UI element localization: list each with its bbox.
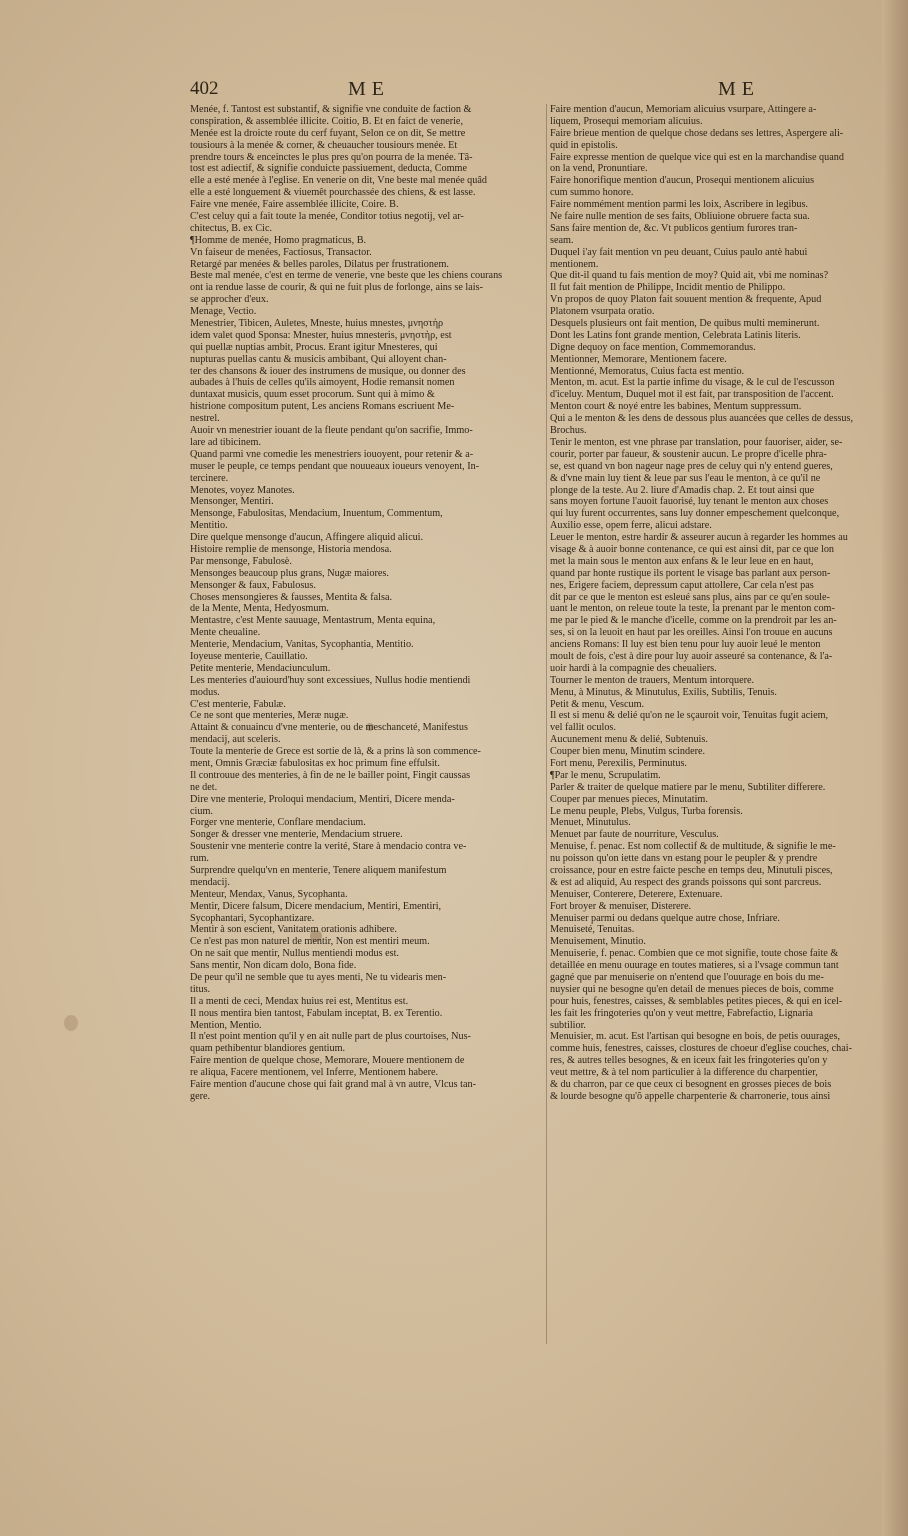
dictionary-line: on la vend, Pronuntiare. — [550, 163, 648, 175]
dictionary-line: de la Mente, Menta, Hedyosmum. — [190, 603, 329, 615]
dictionary-line: ¶Homme de menée, Homo pragmaticus, B. — [190, 234, 367, 246]
dictionary-line: Menage, Vectio. — [190, 306, 257, 318]
dictionary-line: se approcher d'eux. — [190, 294, 269, 306]
dictionary-line: Que dit-il quand tu fais mention de moy? Quid ait, vbi me nominas? — [550, 270, 829, 282]
dictionary-line: nu poisson qu'on iette dans vn estang pour le peupler & y prendre — [550, 853, 818, 865]
dictionary-line: Faire mention de quelque chose, Memorare, Mouere mentionem de — [190, 1055, 465, 1067]
dictionary-line: quand par honte rustique ils portent le visage bas parlant aux person- — [550, 567, 831, 579]
dictionary-line: C'est menterie, Fabulæ. — [190, 698, 286, 710]
dictionary-line: Forger vne menterie, Conflare mendacium. — [190, 817, 366, 829]
dictionary-line: Platonem vsurpata oratio. — [550, 306, 655, 318]
dictionary-line: Ce ne sont que menteries, Meræ nugæ. — [190, 710, 349, 722]
dictionary-line: Mentastre, c'est Mente sauuage, Mentastrum, Menta equina, — [190, 615, 436, 627]
dictionary-line: re aliqua, Facere mentionem, vel Inferre, Mentionem habere. — [190, 1067, 439, 1079]
dictionary-line: ses, si on la leuoit en haut par les oreilles. Ainsi l'on trouue en aucuns — [550, 627, 833, 639]
dictionary-line: Dire vne menterie, Proloqui mendacium, Mentiri, Dicere menda- — [190, 793, 455, 805]
dictionary-line: Faire nommément mention parmi les loix, Ascribere in legibus. — [550, 199, 809, 211]
dictionary-line: lare ad tibicinem. — [190, 436, 261, 448]
dictionary-line: qui luy furent occurrentes, sans luy donner empeschement quelconque, — [550, 508, 840, 520]
dictionary-line: Aucunement menu & delié, Subtenuis. — [550, 734, 708, 746]
dictionary-line: ¶Par le menu, Scrupulatim. — [550, 769, 661, 781]
dictionary-line: & d'vne main luy tient & leue par sus l'eau le menton, à ce qu'il ne — [550, 472, 821, 484]
dictionary-line: sans moyen fortune l'auoit fauorisé, luy tenant le menton aux choses — [550, 496, 829, 508]
dictionary-line: Ne faire nulle mention de ses faits, Obliuione obruere facta sua. — [550, 211, 810, 223]
dictionary-line: Digne dequoy on face mention, Commemorandus. — [550, 341, 756, 353]
dictionary-line: tercinere. — [190, 472, 229, 484]
dictionary-line: & est ad aliquid, Au respect des grands poissons qui sont parcreus. — [550, 876, 822, 888]
dictionary-line: Surprendre quelqu'vn en menterie, Tenere aliquem manifestum — [190, 865, 447, 876]
dictionary-line: Faire mention d'aucun, Memoriam alicuius vsurpare, Attingere a- — [550, 104, 817, 115]
dictionary-line: Songer & dresser vne menterie, Mendacium struere. — [190, 829, 403, 841]
dictionary-line: Menuiser, Conterere, Deterere, Extenuare. — [550, 888, 723, 900]
dictionary-line: Menuisement, Minutio. — [550, 936, 646, 948]
dictionary-line: Attaint & conuaincu d'vne menterie, ou de meschanceté, Manifestus — [190, 722, 468, 734]
dictionary-line: nuysier qui ne besogne qu'en detail de menues pieces de bois, comme — [550, 983, 834, 995]
dictionary-line: Couper bien menu, Minutim scindere. — [550, 746, 706, 758]
dictionary-line: cum summo honore. — [550, 187, 634, 199]
dictionary-line: Ioyeuse menterie, Cauillatio. — [190, 650, 308, 662]
dictionary-line: Sans faire mention de, &c. Vt publicos gentium furores tran- — [550, 222, 798, 234]
dictionary-line: Vn propos de quoy Platon fait souuent mention & frequente, Apud — [550, 294, 822, 306]
dictionary-line: Le menu peuple, Plebs, Vulgus, Turba forensis. — [550, 805, 743, 817]
dictionary-line: Menestrier, Tibicen, Auletes, Mneste, huius mnestes, μνηστὴρ — [190, 318, 444, 330]
dictionary-line: Il controuue des menteries, à fin de ne le bailler point, Fingit caussas — [190, 769, 471, 781]
dictionary-line: titus. — [190, 983, 211, 995]
dictionary-line: Choses mensongieres & fausses, Mentita & falsa. — [190, 591, 393, 603]
dictionary-line: Dire quelque mensonge d'aucun, Affingere aliquid alicui. — [190, 532, 424, 544]
dictionary-line: quam pethibentur blandiores gentium. — [190, 1043, 346, 1055]
dictionary-line: detaillée en menu ouurage en toutes matieres, si a l'vsage commun tant — [550, 960, 839, 972]
dictionary-line: ne det. — [190, 781, 218, 793]
running-head-left: ME — [348, 78, 390, 100]
dictionary-line: Faire brieue mention de quelque chose dedans ses lettres, Aspergere ali- — [550, 127, 844, 139]
dictionary-line: Menteur, Mendax, Vanus, Sycophanta. — [190, 888, 348, 900]
dictionary-line: les fait les fringoteries qu'on y veut mettre, Fabrefactio, Lignaria — [550, 1007, 813, 1019]
dictionary-line: Menuise, f. penac. Est nom collectif & de multitude, & signifie le me- — [550, 841, 836, 853]
dictionary-line: Menotes, voyez Manotes. — [190, 484, 295, 496]
dictionary-line: & du charron, par ce que ceux ci besognent en grosses pieces de bois — [550, 1079, 832, 1091]
dictionary-line: courir, porter par faueur, & soustenir aucun. Le propre d'icelle phra- — [550, 448, 827, 460]
dictionary-line: aubades à l'huis de celles qu'ils aimoyent, Hodie remansit nomen — [190, 377, 455, 389]
dictionary-line: modus. — [190, 686, 220, 698]
dictionary-line: Menuiserie, f. penac. Combien que ce mot signifie, toute chose faite & — [550, 948, 839, 960]
dictionary-line: Menton court & noyé entre les babines, Mentum suppressum. — [550, 401, 802, 413]
dictionary-line: elle a esté longuement & viuemêt pourchassée des chiens, & est lasse. — [190, 187, 476, 199]
dictionary-line: d'iceluy. Mentum, Duquel mot il est fait, par transposition de l'accent. — [550, 389, 834, 401]
dictionary-line: Tourner le menton de trauers, Mentum intorquere. — [550, 674, 755, 686]
dictionary-line: Faire mention d'aucune chose qui fait grand mal à vn autre, Vlcus tan- — [190, 1079, 476, 1091]
dictionary-line: Il est si menu & delié qu'on ne le sçauroit voir, Tenuitas fugit aciem, — [550, 710, 829, 722]
dictionary-line: gagné que par menuiserie on n'entend que l'ouurage en bois du me- — [550, 972, 824, 984]
dictionary-line: Desquels plusieurs ont fait mention, De quibus multi meminerunt. — [550, 318, 820, 330]
dictionary-line: gere. — [190, 1090, 211, 1102]
dictionary-line: muser le peuple, ce temps pendant que nouueaux ioueurs venoyent, In- — [190, 460, 480, 472]
dictionary-line: Menée est la droicte route du cerf fuyant, Selon ce on dit, Se mettre — [190, 127, 466, 139]
dictionary-line: Mentionner, Memorare, Mentionem facere. — [550, 353, 727, 365]
page-edge — [882, 0, 908, 1536]
dictionary-line: Il a menti de ceci, Mendax huius rei est, Mentitus est. — [190, 995, 409, 1007]
dictionary-line: Parler & traiter de quelque matiere par le menu, Subtiliter differere. — [550, 781, 826, 793]
dictionary-line: Leuer le menton, estre hardir & asseurer aucun à regarder les hommes au — [550, 532, 848, 544]
dictionary-line: moult de fois, c'est à dire pour luy auoir asseuré sa contenance, & l'a- — [550, 650, 833, 662]
dictionary-line: visage & à auoir bonne contenance, ce qui est ainsi dit, par ce que lon — [550, 543, 835, 555]
dictionary-line: duntaxat musicis, quum esset procorum. Sunt qui à mimo & — [190, 389, 435, 401]
dictionary-line: idem valet quod Sponsa: Mnester, huius mnesteris, μνηστὴρ, est — [190, 329, 452, 341]
dictionary-line: Il n'est point mention qu'il y en ait nulle part de plus courtoises, Nus- — [190, 1031, 471, 1043]
page-header — [0, 78, 908, 104]
dictionary-line: Fort broyer & menuiser, Disterere. — [550, 900, 692, 912]
dictionary-line: uant le menton, on releue toute la teste, la prenant par le menton com- — [550, 603, 835, 615]
dictionary-line: Par mensonge, Fabulosè. — [190, 555, 292, 567]
dictionary-line: & lourde besogne qu'õ appelle charpenterie & charronerie, tous ainsi — [550, 1090, 831, 1102]
dictionary-line: uoir hardi à la compagnie des cheualiers. — [550, 662, 717, 674]
dictionary-line: Dont les Latins font grande mention, Celebrata Latinis literis. — [550, 329, 801, 341]
dictionary-line: Soustenir vne menterie contre la verité, Stare à mendacio contra ve- — [190, 841, 467, 853]
dictionary-line: Faire expresse mention de quelque vice qui est en la marchandise quand — [550, 151, 844, 163]
dictionary-line: Auoir vn menestrier iouant de la fleute pendant qu'on sacrifie, Immo- — [190, 425, 473, 437]
dictionary-line: Duquel i'ay fait mention vn peu deuant, Cuius paulo antè habui — [550, 246, 808, 258]
dictionary-line: seam. — [550, 234, 574, 246]
dictionary-line: tousiours à la menée & corner, & cheuaucher tousiours menée. Et — [190, 139, 458, 151]
dictionary-line: chitectus, B. ex Cic. — [190, 222, 273, 234]
dictionary-line: ter des chansons & iouer des instrumens de musique, ou donner des — [190, 365, 466, 377]
dictionary-line: Mente cheualine. — [190, 627, 261, 639]
dictionary-line: Ce n'est pas mon naturel de mentir, Non est mentiri meum. — [190, 936, 430, 948]
left-column — [190, 104, 544, 1103]
dictionary-line: Menuet, Minutulus. — [550, 817, 631, 829]
dictionary-line: met la main sous le menton aux enfans & le leur leue en en haut, — [550, 555, 814, 567]
dictionary-line: nupturas puellas cantu & musicis ambibant, Qui alloyent chan- — [190, 353, 447, 365]
dictionary-line: nestrel. — [190, 413, 220, 425]
dictionary-line: rum. — [190, 853, 209, 865]
dictionary-line: Mensonge, Fabulositas, Mendacium, Inuentum, Commentum, — [190, 508, 443, 520]
dictionary-line: Mentitio. — [190, 520, 228, 532]
dictionary-line: Petit & menu, Vescum. — [550, 698, 645, 710]
dictionary-line: Tenir le menton, est vne phrase par translation, pour fauoriser, aider, se- — [550, 436, 843, 448]
dictionary-line: mentionem. — [550, 258, 599, 270]
dictionary-line: ment, Omnis Græciæ fabulositas ex hoc primum fine effulsit. — [190, 757, 440, 769]
dictionary-line: subtilior. — [550, 1019, 586, 1031]
dictionary-line: Petite menterie, Mendaciunculum. — [190, 662, 331, 674]
dictionary-line: Sans mentir, Non dicam dolo, Bona fide. — [190, 960, 357, 972]
dictionary-line: Faire vne menée, Faire assemblée illicite, Coire. B. — [190, 199, 399, 211]
dictionary-line: Mentir à son escient, Vanitatem orationis adhibere. — [190, 924, 397, 936]
dictionary-line: Brochus. — [550, 425, 587, 437]
stain — [64, 1015, 78, 1031]
dictionary-line: Beste mal menée, c'est en terme de venerie, vne beste que les chiens courans — [190, 270, 503, 282]
dictionary-line: Quand parmi vne comedie les menestriers iouoyent, pour retenir & a- — [190, 448, 474, 460]
dictionary-line: C'est celuy qui a fait toute la menée, Conditor totius negotij, vel ar- — [190, 211, 464, 223]
dictionary-line: Il nous mentira bien tantost, Fabulam inceptat, B. ex Terentio. — [190, 1007, 443, 1019]
dictionary-line: qui puellæ nuptias ambit, Procus. Erant igitur Mnesteres, qui — [190, 341, 438, 353]
running-head-right: ME — [718, 78, 760, 100]
dictionary-line: quid in epistolis. — [550, 139, 618, 151]
dictionary-line: anciens Romans: Il luy est bien tenu pour luy auoir leué le menton — [550, 639, 821, 651]
dictionary-line: plonge de la teste. Au 2. liure d'Amadis chap. 2. Et tout ainsi que — [550, 484, 815, 496]
dictionary-line: Menu, à Minutus, & Minutulus, Exilis, Subtilis, Tenuis. — [550, 686, 777, 698]
dictionary-line: comme huis, fenestres, caisses, clostures de choeur d'eglise couches, chai- — [550, 1043, 852, 1055]
dictionary-line: Toute la menterie de Grece est sortie de là, & a prins là son commence- — [190, 746, 481, 758]
dictionary-line: tost est adiectif, & signifie conduicte passiuement, deducta, Comme — [190, 163, 467, 175]
dictionary-line: croissance, pour en estre faicte pesche en temps deu, Minutuli pisces, — [550, 865, 833, 876]
dictionary-line: Menterie, Mendacium, Vanitas, Sycophantia, Mentitio. — [190, 639, 414, 651]
dictionary-line: Vn faiseur de menées, Factiosus, Transactor. — [190, 246, 372, 258]
dictionary-line: elle a esté menée à l'eglise. En venerie on dit, Vne beste mal menée quâd — [190, 175, 487, 187]
dictionary-line: liquem, Prosequi memoriam alicuius. — [550, 115, 703, 127]
dictionary-line: se, est quand vn bon nageur nage pres de celuy qui n'y entend gueres, — [550, 460, 833, 472]
dictionary-line: Menuisier, m. acut. Est l'artisan qui besogne en bois, de petis ouurages, — [550, 1031, 841, 1043]
dictionary-line: Il fut fait mention de Philippe, Incidit mentio de Philippo. — [550, 282, 786, 294]
dictionary-line: Menuiseté, Tenuitas. — [550, 924, 635, 936]
dictionary-line: De peur qu'il ne semble que tu ayes menti, Ne tu videaris men- — [190, 972, 447, 984]
dictionary-line: Mensonger, Mentiri. — [190, 496, 274, 508]
dictionary-line: Les menteries d'auiourd'huy sont excessiues, Nullus hodie mentiendi — [190, 674, 471, 686]
dictionary-line: Faire honorifique mention d'aucun, Prosequi mentionem alicuius — [550, 175, 815, 187]
right-column — [550, 104, 882, 1103]
dictionary-line: Qui a le menton & les dens de dessous plus auancées que celles de dessus, — [550, 413, 854, 425]
dictionary-line: Histoire remplie de mensonge, Historia mendosa. — [190, 543, 392, 555]
dictionary-line: Menuiser parmi ou dedans quelque autre chose, Infriare. — [550, 912, 780, 924]
dictionary-line: Retargé par menées & belles paroles, Dilatus per frustrationem. — [190, 258, 449, 270]
dictionary-line: histrione compositum putent, Les anciens Romans escriuent Me- — [190, 401, 455, 413]
page-number: 402 — [190, 78, 219, 99]
dictionary-line: Menée, f. Tantost est substantif, & signifie vne conduite de faction & — [190, 104, 472, 115]
dictionary-line: Menuet par faute de nourriture, Vesculus. — [550, 829, 719, 841]
dictionary-line: conspiration, & assemblée illicite. Coitio, B. Et en faict de venerie, — [190, 115, 464, 127]
dictionary-line: res, & autres telles besognes, & en iceux fait les fringoteries qu'on y — [550, 1055, 828, 1067]
dictionary-line: prendre tours & enceinctes le plus pres qu'on pourra de la menée. Tâ- — [190, 151, 473, 163]
dictionary-line: mendacij. — [190, 876, 230, 888]
dictionary-line: Mentionné, Memoratus, Cuius facta est mentio. — [550, 365, 745, 377]
column-divider — [546, 104, 547, 1344]
dictionary-line: Fort menu, Perexilis, Perminutus. — [550, 757, 687, 769]
dictionary-line: pour huis, fenestres, caisses, & semblables petites pieces, & qui en icel- — [550, 995, 843, 1007]
dictionary-line: On ne sait que mentir, Nullus mentiendi modus est. — [190, 948, 399, 960]
dictionary-line: Mensonges beaucoup plus grans, Nugæ maiores. — [190, 567, 389, 579]
dictionary-line: Auxilio esse, opem ferre, alicui adstare. — [550, 520, 712, 532]
dictionary-line: vel fallit oculos. — [550, 722, 616, 734]
dictionary-line: Sycophantari, Sycophantizare. — [190, 912, 315, 924]
dictionary-line: veut mettre, & à tel nom particulier à la difference du charpentier, — [550, 1067, 818, 1079]
dictionary-line: Couper par menues pieces, Minutatim. — [550, 793, 708, 805]
dictionary-line: Mention, Mentio. — [190, 1019, 262, 1031]
dictionary-line: nes, Erigere faciem, depressum caput attollere, Car cela n'est pas — [550, 579, 814, 591]
dictionary-line: me par le pied & le manche d'icelle, comme on la prendroit par les an- — [550, 615, 837, 627]
dictionary-line: ont ia rendue lasse de courir, & qui ne fuit plus de forlonge, ains se lais- — [190, 282, 483, 294]
dictionary-line: cium. — [190, 805, 213, 817]
dictionary-line: Mentir, Dicere falsum, Dicere mendacium, Mentiri, Ementiri, — [190, 900, 442, 912]
dictionary-line: Mensonger & faux, Fabulosus. — [190, 579, 316, 591]
dictionary-line: mendacij, aut sceleris. — [190, 734, 281, 746]
dictionary-line: dit par ce que le menton est esleué sans plus, ains par ce qu'en soule- — [550, 591, 830, 603]
dictionary-line: Menton, m. acut. Est la partie infime du visage, & le cul de l'escusson — [550, 377, 835, 389]
